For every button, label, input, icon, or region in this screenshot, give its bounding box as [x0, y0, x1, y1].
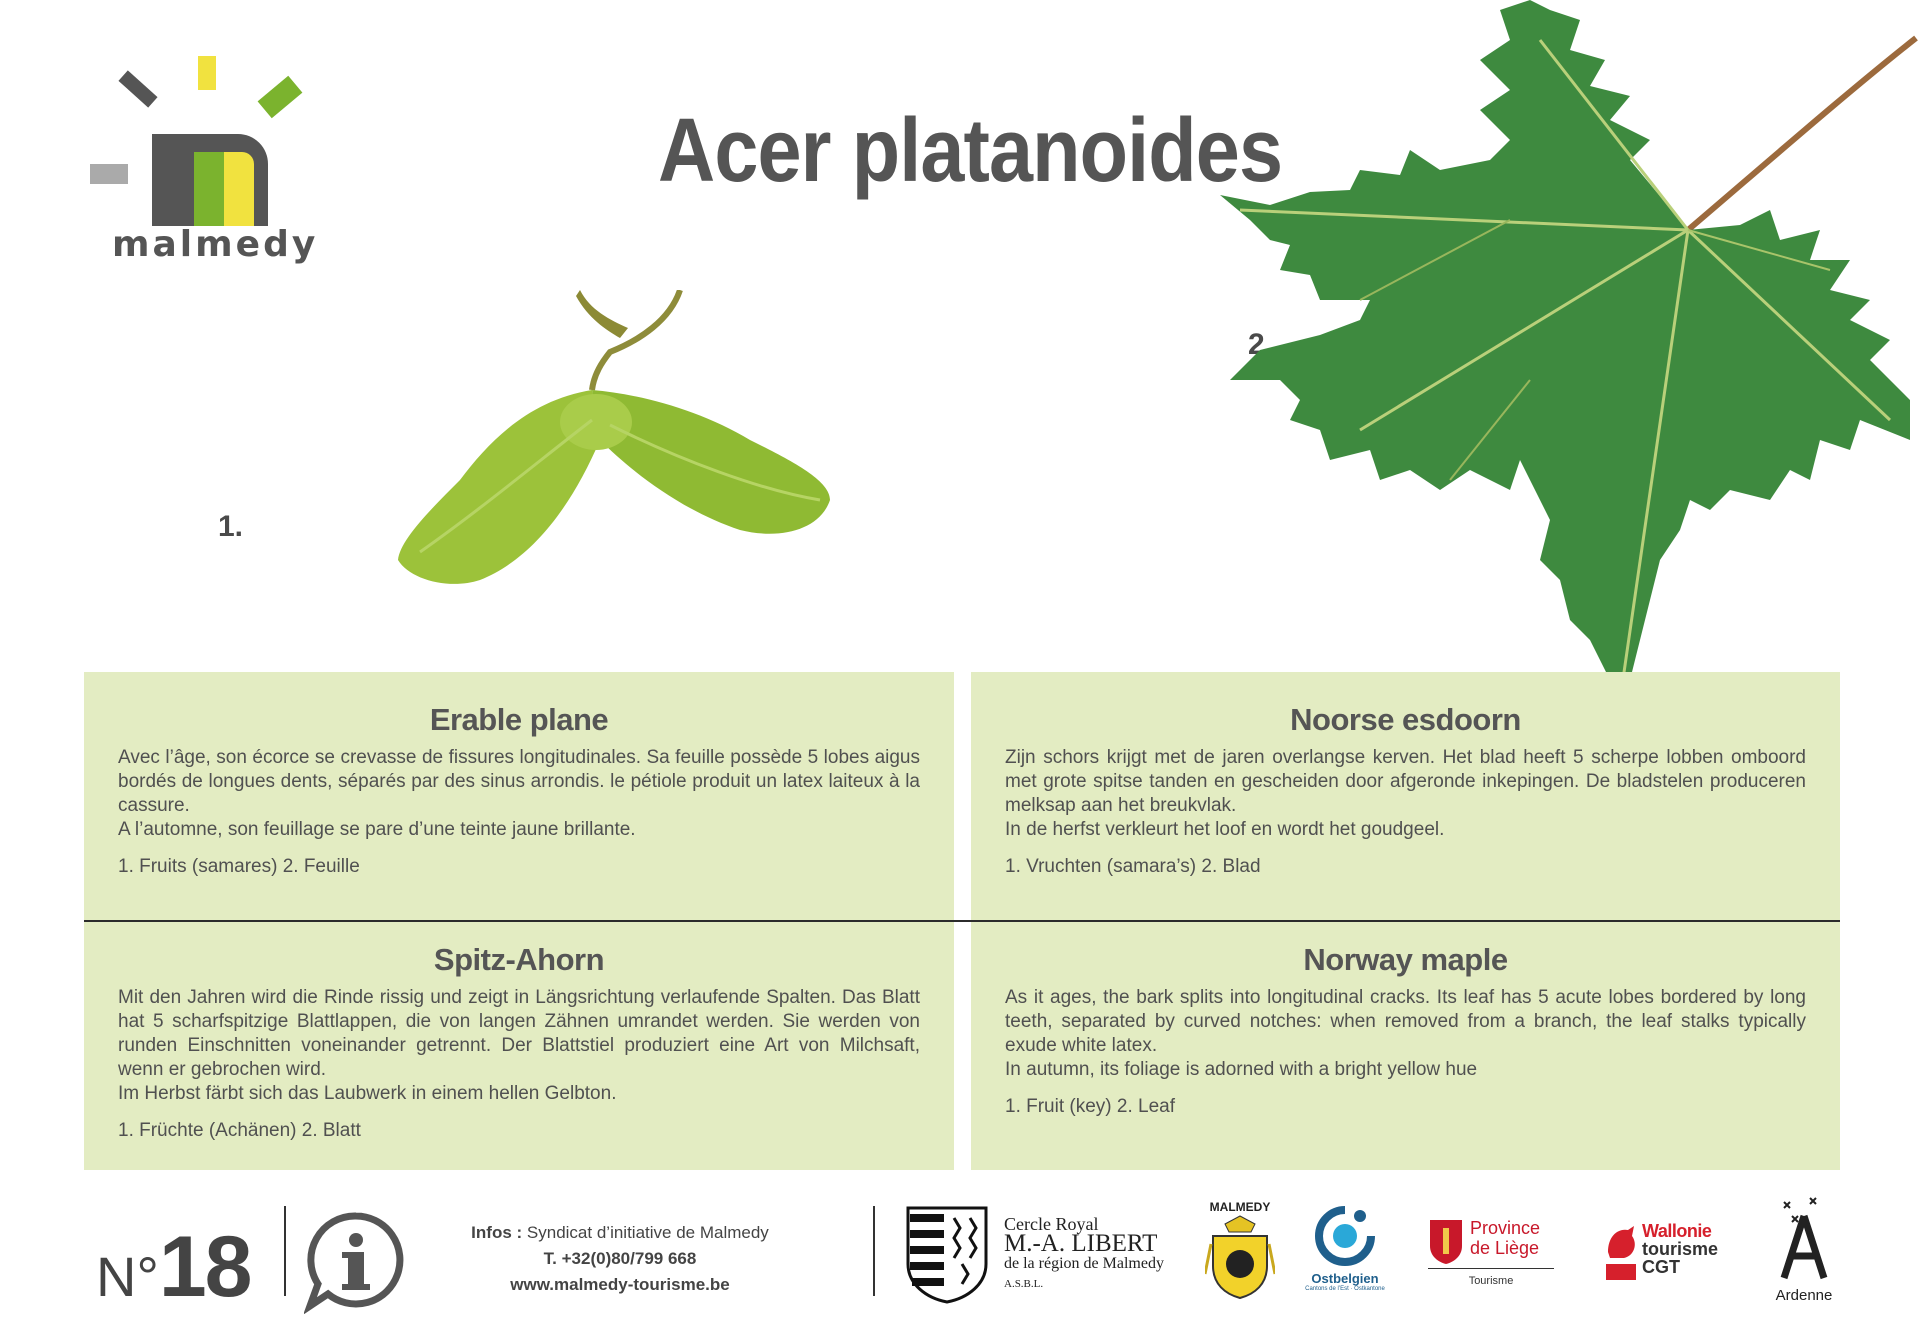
province-liege-logo: [1428, 1218, 1554, 1289]
footer-separator: [873, 1206, 875, 1296]
infos-label: Infos :: [471, 1223, 523, 1242]
panel-body: [1005, 986, 1806, 1082]
ostbelgien-sub: Cantons de l’Est · Ostkantone: [1305, 1286, 1385, 1292]
panel-body: [1005, 746, 1806, 842]
panel-legend: 1. Früchte (Achänen) 2. Blatt: [118, 1120, 361, 1141]
libert-line: A.S.B.L.: [1004, 1278, 1044, 1290]
sign-number: [96, 1218, 251, 1317]
wallonie-line: CGT: [1642, 1257, 1680, 1277]
panel-heading: Spitz-Ahorn: [433, 942, 605, 977]
ostbelgien-icon: [1310, 1206, 1380, 1266]
ardenne-logo: [1766, 1196, 1842, 1304]
panel-paragraph: Zijn schors krijgt met de jaren overlangse kerven. Het blad heeft 5 scherpe lobben omboord met grote spitse tanden en gescheiden door afgeronde inkepingen. De bladstelen produceren melksap aan het breukvlak.: [1005, 747, 1806, 816]
number-prefix: N°: [96, 1245, 159, 1308]
footer-separator: [284, 1206, 286, 1296]
panel-legend: 1. Fruit (key) 2. Leaf: [1005, 1096, 1176, 1117]
libert-wordmark: [1004, 1214, 1164, 1294]
rooster-icon: [1604, 1222, 1638, 1282]
malmedy-crest-logo: [1200, 1200, 1280, 1305]
panel-paragraph: In de herfst verkleurt het loof en wordt het goudgeel.: [1005, 819, 1445, 840]
ardenne-a-icon: [1774, 1196, 1834, 1282]
panel-french: [84, 672, 954, 920]
ostbelgien-logo: [1300, 1206, 1390, 1292]
panel-body: [118, 986, 920, 1106]
province-line: Province: [1470, 1218, 1541, 1238]
phone-number: T. +32(0)80/799 668: [543, 1249, 697, 1268]
panel-dutch: [971, 672, 1840, 920]
libert-line: Cercle Royal: [1004, 1214, 1099, 1234]
website-link[interactable]: www.malmedy-tourisme.be: [510, 1275, 730, 1294]
panel-heading: Noorse esdoorn: [1290, 702, 1521, 737]
panel-paragraph: A l’automne, son feuillage se pare d’une teinte jaune brillante.: [118, 819, 636, 840]
info-speech-bubble-icon: [304, 1210, 408, 1314]
malmedy-crest-caption: MALMEDY: [1209, 1200, 1271, 1214]
panel-german: [84, 922, 954, 1170]
panel-paragraph: Im Herbst färbt sich das Laubwerk in einem hellen Gelbton.: [118, 1083, 617, 1104]
page-title: Acer platanoides: [658, 101, 1283, 201]
number-value: 18: [158, 1219, 251, 1315]
leaf-marker: 2.: [1248, 328, 1274, 361]
panel-heading: Erable plane: [429, 702, 609, 737]
fruit-marker: 1.: [218, 510, 244, 543]
malmedy-crest-icon: [1205, 1214, 1275, 1300]
ardenne-caption: Ardenne: [1775, 1287, 1833, 1304]
panel-heading: Norway maple: [1303, 942, 1508, 977]
province-line: Tourisme: [1468, 1275, 1514, 1287]
ostbelgien-name: Ostbelgien: [1311, 1271, 1379, 1286]
panel-paragraph: Avec l’âge, son écorce se crevasse de fissures longitudinales. Sa feuille possède 5 lobes aigus bordés de longues dents, séparés par des sinus arrondis. le pétiole produit un latex laiteux à la cassure.: [118, 747, 920, 816]
panel-paragraph: In autumn, its foliage is adorned with a bright yellow hue: [1005, 1059, 1478, 1080]
infos-org: Syndicat d’initiative de Malmedy: [526, 1223, 769, 1242]
maple-leaf-image: [1210, 0, 1920, 720]
panel-paragraph: As it ages, the bark splits into longitudinal cracks. Its leaf has 5 acute lobes bordered by long teeth, separated by curved notches: when removed from a branch, the leaf stalks typically exude white latex.: [1005, 987, 1806, 1056]
province-line: de Liège: [1470, 1238, 1540, 1258]
libert-line: M.-A. LIBERT: [1004, 1230, 1158, 1257]
panel-body: [118, 746, 920, 842]
panel-legend: 1. Fruits (samares) 2. Feuille: [118, 856, 360, 877]
wallonie-tourisme-logo: [1604, 1222, 1734, 1282]
wallonie-line: tourisme: [1642, 1239, 1719, 1259]
wallonie-line: Wallonie: [1642, 1221, 1712, 1241]
samara-fruit-image: [380, 290, 860, 610]
panel-english: [971, 922, 1840, 1170]
libert-line: de la région de Malmedy: [1004, 1255, 1164, 1272]
libert-crest-logo: [904, 1204, 990, 1304]
contact-info: [420, 1220, 820, 1298]
province-liege-icon: [1428, 1218, 1464, 1264]
panel-legend: 1. Vruchten (samara’s) 2. Blad: [1005, 856, 1261, 877]
panel-paragraph: Mit den Jahren wird die Rinde rissig und zeigt in Längsrichtung verlaufende Spalten. Das Blatt hat 5 scharfspitzige Blattlappen, die von langen Zähnen umrandet werden. Sie werden von runden Einschnitten voneinander getrennt. Der Blattstiel produziert eine Art von Milchsaft, wenn er gebrochen wird.: [118, 987, 920, 1080]
logo-wordmark: malmedy: [112, 224, 319, 265]
